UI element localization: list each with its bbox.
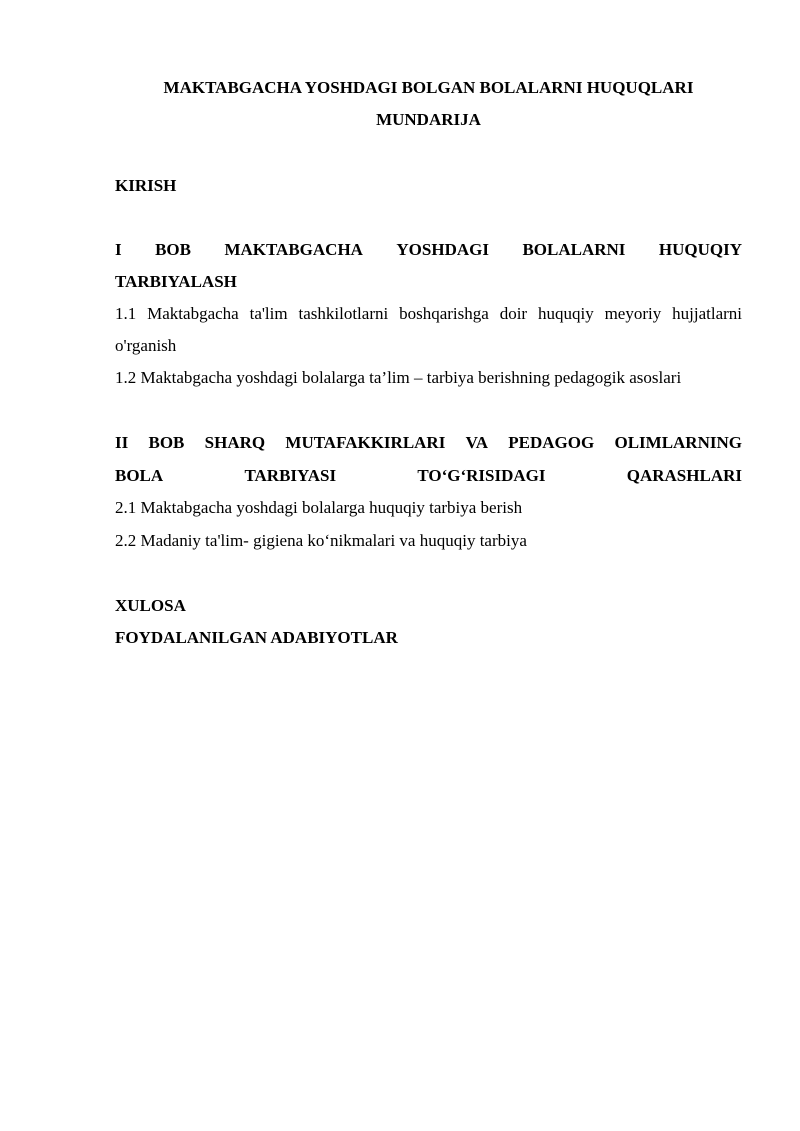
toc-chapter2-word: TO‘G‘RISIDAGI: [417, 466, 546, 485]
toc-chapter2-title-cont: [115, 466, 742, 486]
toc-item-1-2: 1.2 Maktabgacha yoshdagi bolalarga ta’lim – tarbiya berishning pedagogik asoslari: [115, 368, 682, 387]
toc-item-2-1: 2.1 Maktabgacha yoshdagi bolalarga huquqiy tarbiya berish: [115, 498, 523, 517]
contents-heading: MUNDARIJA: [376, 110, 481, 129]
toc-chapter2-word: VA: [465, 433, 488, 452]
toc-item-1-1: 1.1 Maktabgacha ta'lim tashkilotlarni boshqarishga doir huquqiy meyoriy hujjatlarni: [115, 304, 742, 323]
toc-chapter2-word: BOLA: [115, 466, 164, 485]
toc-references: FOYDALANILGAN ADABIYOTLAR: [115, 628, 398, 647]
toc-chapter1-word: I: [115, 240, 122, 259]
toc-chapter2-word: TARBIYASI: [244, 466, 337, 485]
toc-chapter1-word: MAKTABGACHA: [224, 240, 363, 259]
toc-chapter2-word: MUTAFAKKIRLARI: [285, 433, 446, 452]
toc-chapter2-title: [115, 433, 742, 453]
toc-chapter2-word: OLIMLARNING: [614, 433, 742, 452]
toc-chapter1-title-cont: TARBIYALASH: [115, 272, 237, 291]
toc-chapter1-word: BOB: [155, 240, 191, 259]
toc-chapter1-title: [115, 240, 742, 260]
toc-chapter2-word: QARASHLARI: [626, 466, 742, 485]
document-title: MAKTABGACHA YOSHDAGI BOLGAN BOLALARNI HUQUQLARI: [163, 78, 694, 97]
toc-chapter2-word: SHARQ: [204, 433, 266, 452]
toc-chapter2-word: BOB: [148, 433, 185, 452]
toc-intro: KIRISH: [115, 176, 177, 195]
toc-chapter2-word: PEDAGOG: [508, 433, 595, 452]
toc-chapter1-word: YOSHDAGI: [396, 240, 489, 259]
toc-chapter1-word: BOLALARNI: [522, 240, 626, 259]
toc-item-2-2: 2.2 Madaniy ta'lim- gigiena ko‘nikmalari va huquqiy tarbiya: [115, 531, 527, 550]
toc-chapter2-word: II: [115, 433, 129, 452]
toc-conclusion: XULOSA: [115, 596, 186, 615]
toc-chapter1-word: HUQUQIY: [658, 240, 742, 259]
toc-item-1-1-cont: o'rganish: [115, 336, 177, 355]
